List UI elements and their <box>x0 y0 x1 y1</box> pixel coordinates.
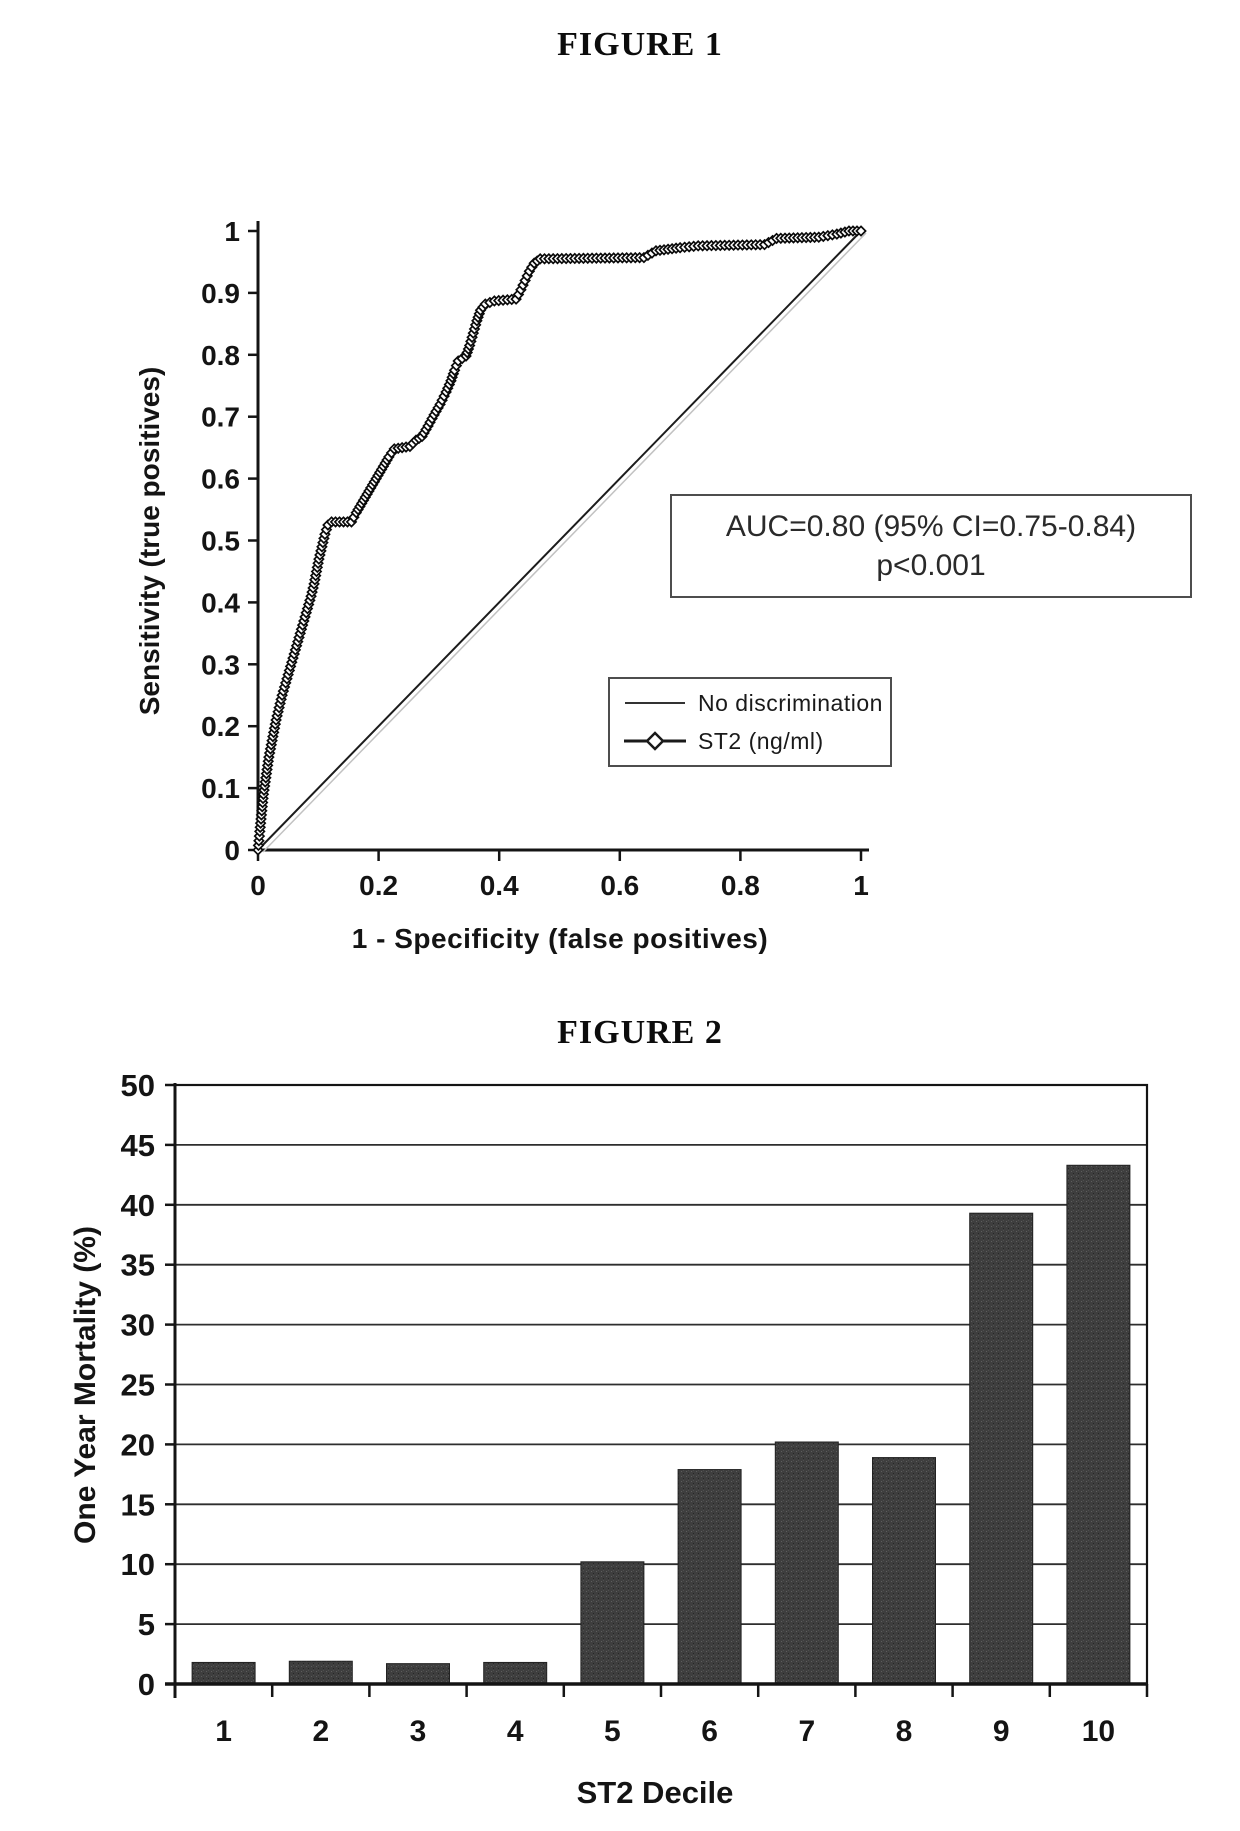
bar-decile-5 <box>581 1562 644 1684</box>
fig1-x-tick-label: 0.6 <box>600 870 640 901</box>
fig2-x-tick-label: 10 <box>1081 1715 1116 1748</box>
fig2-y-tick-label: 30 <box>120 1307 155 1343</box>
fig2-y-tick-label: 0 <box>137 1667 155 1702</box>
legend-label: No discrimination <box>698 689 883 716</box>
bar-decile-2 <box>289 1661 352 1684</box>
bar-decile-8 <box>873 1458 936 1684</box>
fig2-y-tick-label: 40 <box>120 1187 155 1223</box>
fig2-x-tick-label: 8 <box>895 1715 913 1748</box>
fig2-y-tick-label: 20 <box>120 1427 155 1463</box>
bar-decile-7 <box>775 1442 838 1684</box>
fig1-y-tick-label: 0.4 <box>201 587 240 619</box>
plain-line-sample-icon <box>622 697 688 709</box>
fig1-x-tick-label: 0.2 <box>359 870 399 901</box>
bar-decile-6 <box>678 1470 741 1684</box>
figure1-legend <box>608 677 892 767</box>
fig1-y-tick-label: 0.8 <box>201 339 240 371</box>
fig2-x-tick-label: 1 <box>215 1715 232 1748</box>
fig2-x-tick-label: 3 <box>409 1715 427 1748</box>
fig1-y-tick-label: 1 <box>224 216 240 247</box>
auc-annotation-line1: AUC=0.80 (95% CI=0.75-0.84) <box>725 509 1137 543</box>
fig2-x-tick-label: 9 <box>992 1715 1010 1748</box>
fig1-x-tick-label: 1 <box>853 870 869 901</box>
fig1-y-tick-label: 0.5 <box>201 525 240 557</box>
fig2-y-tick-label: 35 <box>120 1247 155 1283</box>
fig1-y-tick-label: 0.9 <box>201 277 240 309</box>
fig2-y-tick-label: 50 <box>120 1068 155 1103</box>
auc-annotation-line2: p<0.001 <box>876 549 986 582</box>
figure2-y-axis-label: One Year Mortality (%) <box>69 1226 102 1544</box>
legend-label: ST2 (ng/ml) <box>698 727 824 754</box>
figure1-y-axis-label: Sensitivity (true positives) <box>134 366 165 716</box>
figure1-x-axis-label: 1 - Specificity (false positives) <box>351 923 769 954</box>
diamond-line-sample-icon <box>622 731 688 751</box>
bar-decile-4 <box>484 1662 547 1684</box>
fig2-y-tick-label: 25 <box>120 1367 155 1403</box>
fig2-y-tick-label: 10 <box>120 1547 155 1583</box>
bar-decile-10 <box>1067 1165 1130 1684</box>
fig1-y-tick-label: 0.3 <box>201 649 240 681</box>
fig1-y-tick-label: 0 <box>224 835 240 866</box>
legend-item-st2 <box>622 726 890 756</box>
bar-decile-3 <box>387 1664 450 1684</box>
fig1-x-tick-label: 0.8 <box>720 870 760 901</box>
bar-decile-1 <box>192 1662 255 1684</box>
fig2-x-tick-label: 7 <box>798 1715 816 1748</box>
figure2-bar-chart <box>121 1068 1147 1748</box>
fig2-y-tick-label: 5 <box>137 1607 155 1643</box>
fig1-y-tick-label: 0.6 <box>201 463 240 495</box>
bar-decile-9 <box>970 1213 1033 1684</box>
fig2-y-tick-label: 15 <box>120 1487 155 1523</box>
fig1-x-tick-label: 0.4 <box>479 870 519 901</box>
auc-annotation-box <box>670 494 1192 598</box>
figure2-x-axis-label: ST2 Decile <box>576 1775 734 1810</box>
fig1-x-tick-label: 0 <box>250 870 266 901</box>
figure2-title: FIGURE 2 <box>557 1014 723 1051</box>
fig2-x-tick-label: 6 <box>701 1715 718 1748</box>
fig2-x-tick-label: 5 <box>604 1715 621 1748</box>
fig2-x-tick-label: 2 <box>312 1715 330 1748</box>
fig1-y-tick-label: 0.7 <box>201 401 240 433</box>
fig1-y-tick-label: 0.1 <box>201 773 240 805</box>
fig2-x-tick-label: 4 <box>506 1715 524 1748</box>
fig2-y-tick-label: 45 <box>120 1127 155 1163</box>
fig2-bars <box>192 1165 1130 1684</box>
fig1-y-tick-label: 0.2 <box>201 711 240 743</box>
legend-item-no-discrimination <box>622 688 890 718</box>
figure1-title: FIGURE 1 <box>557 26 723 63</box>
